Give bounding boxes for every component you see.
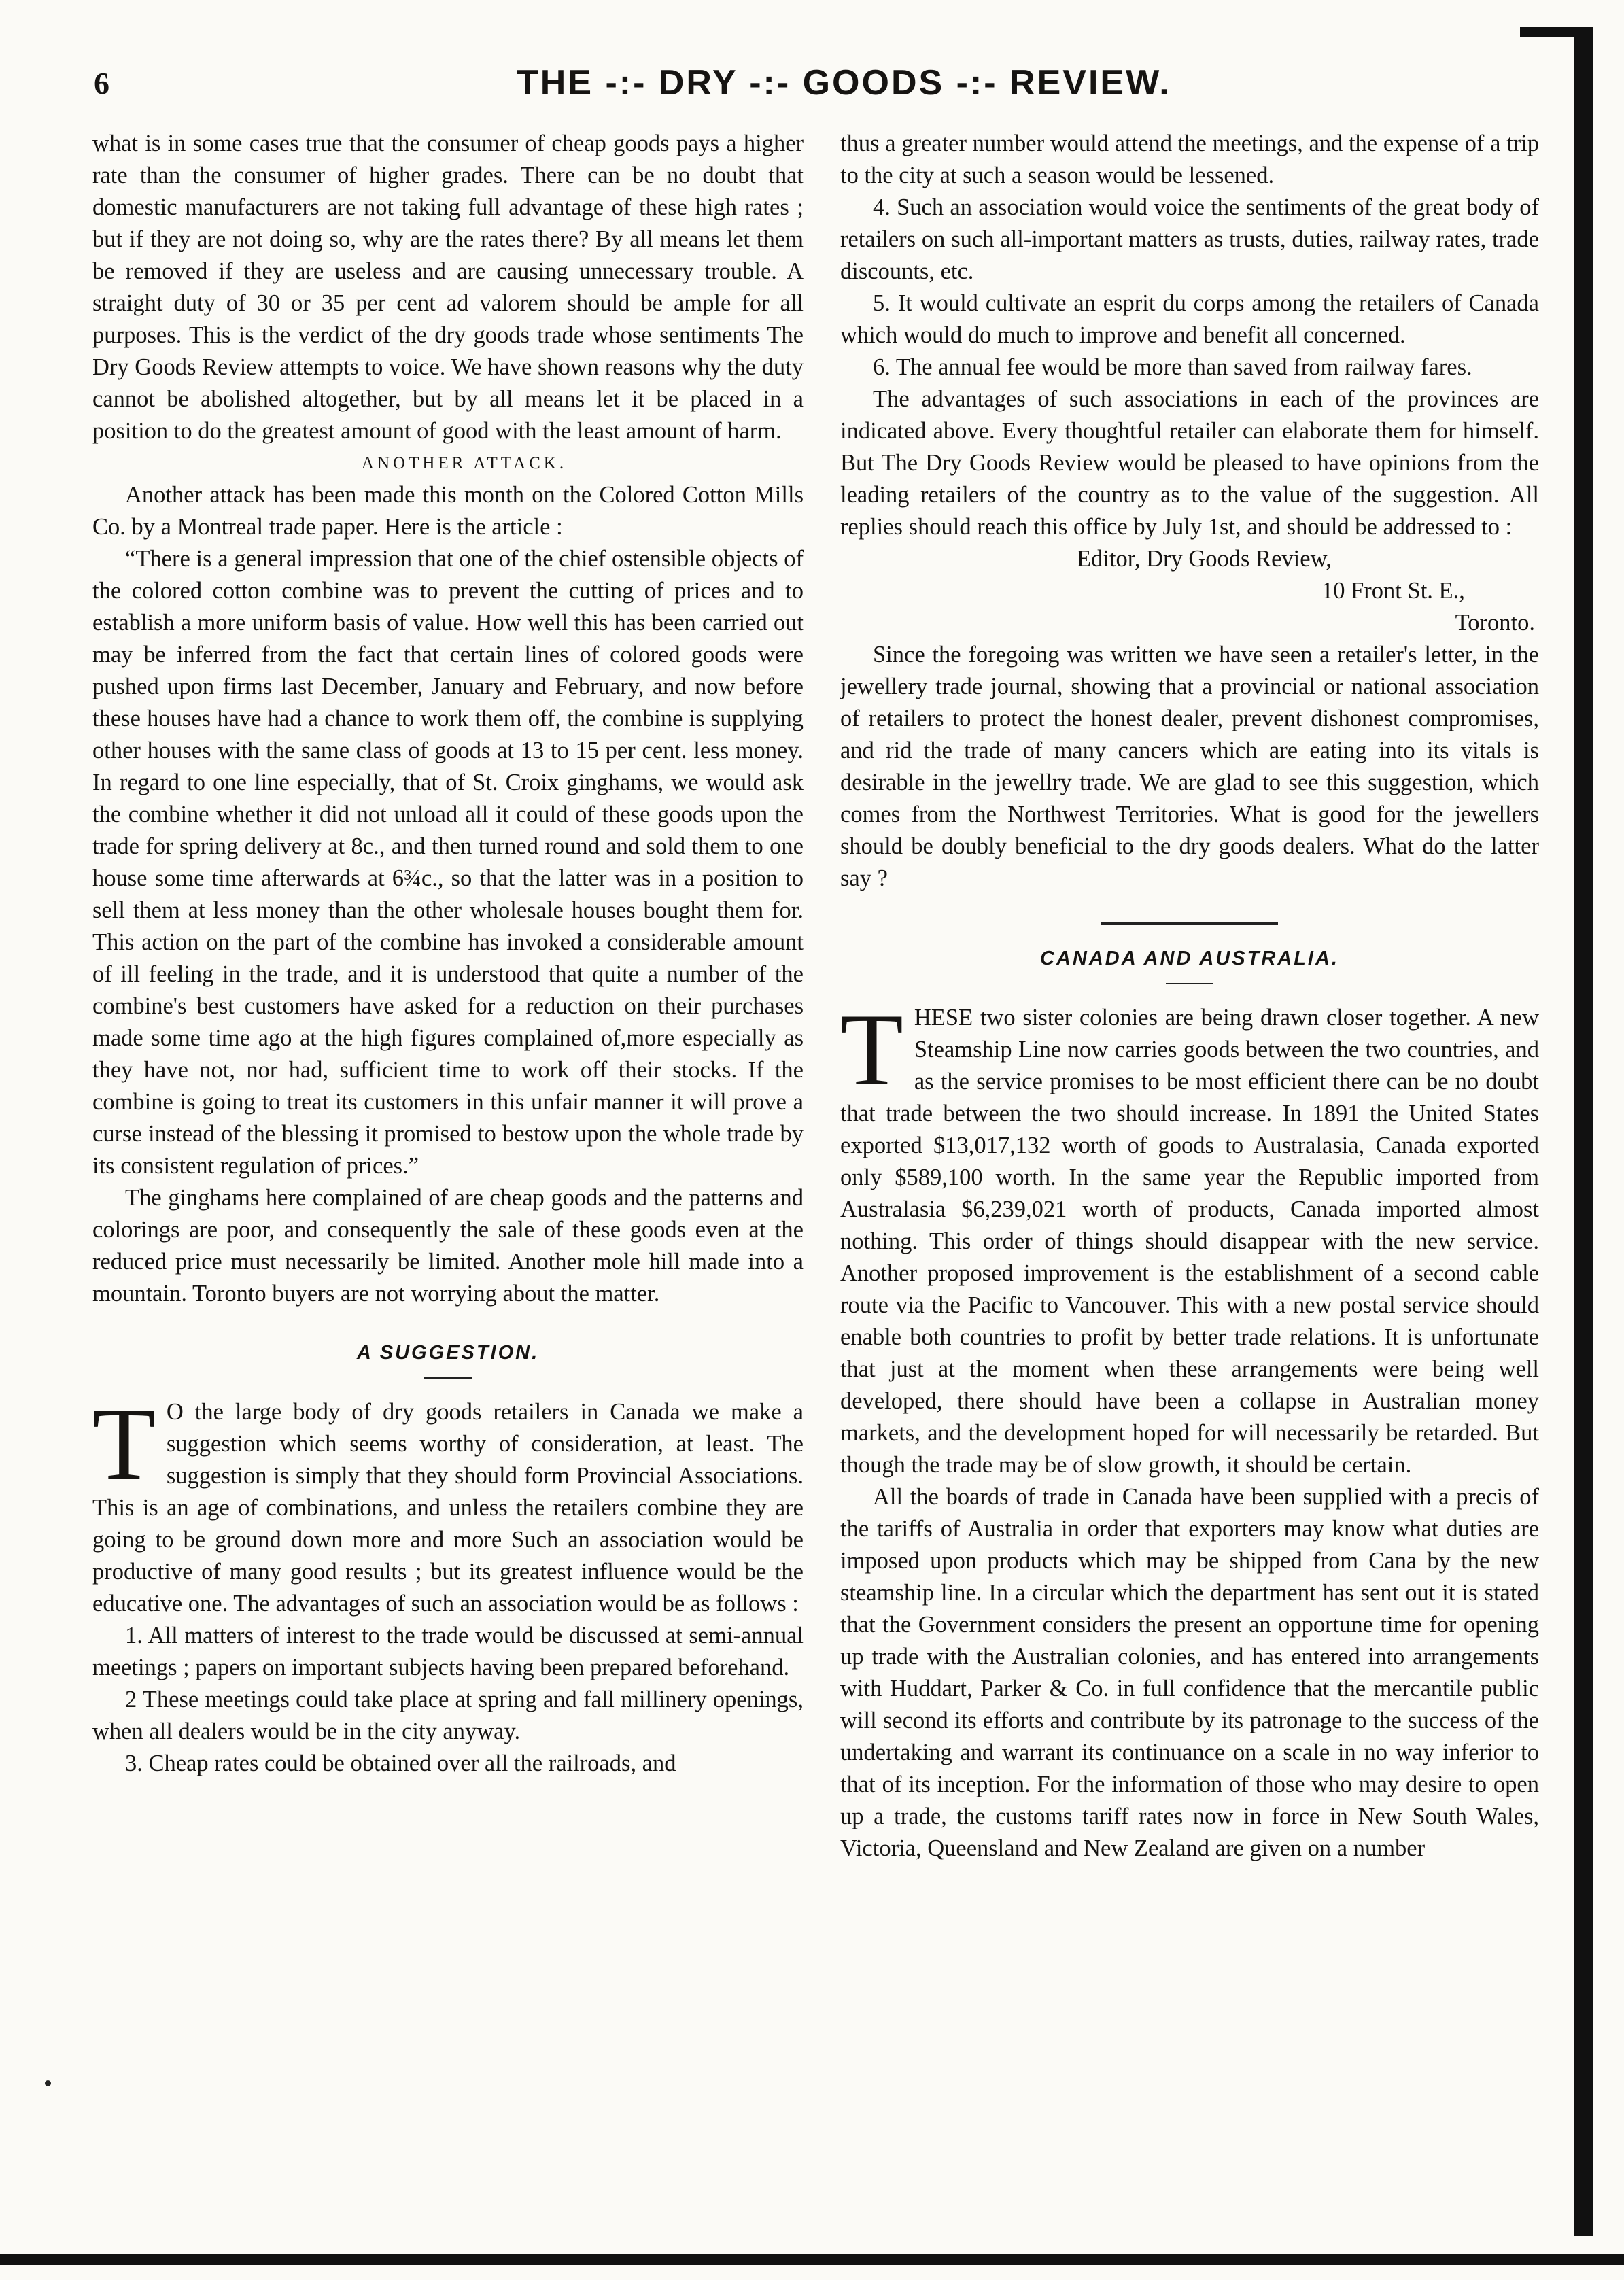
right-column	[840, 128, 1539, 1865]
list-item: 4. Such an association would voice the sentiments of the great body of retailers on such all-important matters as trusts, duties, railway rates, trade discounts, etc.	[840, 194, 1539, 284]
paragraph-text: HESE two sister colonies are being drawn closer together. A new Steamship Line now carries goods between the two countries, and as the service promises to be most efficient there can be no doubt that trade between the two should increase. In 1891 the United States exported $13,017,132 worth of goods to Australasia, Canada exported only $589,100 worth. In the same year the Republic imported from Australasia $6,239,021 worth of products, Canada imported almost nothing. This order of things should disappear with the new service. Another proposed improvement is the establishment of a second cable route via the Pacific to Vancouver. This with a new postal service should enable both countries to profit by better trade relations. It is unfortunate that just at the moment when these arrangements were being well developed, there should have been a collapse in Australian money markets, and the development hoped for will necessarily be retarded. But though the trade may be of slow growth, it should be certain.	[840, 1005, 1539, 1478]
section-heading-suggestion: A SUGGESTION.	[356, 1342, 540, 1364]
section-heading-canada-australia: CANADA AND AUSTRALIA.	[1040, 948, 1339, 969]
section-divider-rule	[1101, 922, 1278, 925]
address-line: Toronto.	[1455, 610, 1535, 636]
margin-dot	[45, 2080, 51, 2086]
address-line: Editor, Dry Goods Review,	[1077, 546, 1332, 572]
drop-cap: T	[92, 1387, 156, 1501]
left-column	[92, 128, 804, 1780]
paragraph-with-dropcap	[840, 992, 1539, 1481]
drop-cap: T	[840, 992, 903, 1107]
paragraph: what is in some cases true that the consumer of cheap goods pays a higher rate than the consumer of higher grades. There can be no doubt that domestic manufacturers are not taking full advantage of these high rates ; but if they are not doing so, why are the rates there? By all means let them be removed if they are useless and are causing unnecessary trouble. A straight duty of 30 or 35 per cent ad valorem should be ample for all purposes. This is the verdict of the dry goods trade whose sentiments The Dry Goods Review attempts to voice. We have shown reasons why the duty cannot be abolished altogether, but by all means let it be placed in a position to do the greatest amount of good with the least amount of harm.	[92, 131, 804, 444]
paragraph: All the boards of trade in Canada have been supplied with a precis of the tariffs of Australia in order that exporters may know what duties are imposed upon products which may be shipped from Cana by the new steamship line. In a circular which the department has sent out it is stated that the Government considers the present an opportune time for opening up trade with the Australian colonies, and has entered into arrangements with Huddart, Parker & Co. in full confidence that the mercantile public will second its efforts and contribute by its patronage to the success of the undertaking and warrant its continuance on a scale in no way inferior to that of its inception. For the information of those who may desire to open up a trade, the customs tariff rates now in force in New South Wales, Victoria, Queensland and New Zealand are given on a number	[840, 1484, 1539, 1861]
list-item: 1. All matters of interest to the trade would be discussed at semi-annual meetings ; papers on important subjects having been prepared beforehand.	[92, 1623, 804, 1680]
list-item: 6. The annual fee would be more than saved from railway fares.	[873, 354, 1472, 380]
paragraph: The advantages of such associations in each of the provinces are indicated above. Every thoughtful retailer can elaborate them for himself. But The Dry Goods Review would be pleased to have opinions from the leading retailers of the country as to the value of the suggestion. All replies should reach this office by July 1st, and should be addressed to :	[840, 386, 1539, 540]
list-item: 3. Cheap rates could be obtained over all the railroads, and	[125, 1750, 676, 1776]
paragraph-with-dropcap	[92, 1387, 804, 1620]
list-item: 2 These meetings could take place at spring and fall millinery openings, when all dealers would be in the city anyway.	[92, 1687, 804, 1744]
paragraph: Another attack has been made this month on the Colored Cotton Mills Co. by a Montreal trade paper. Here is the article :	[92, 482, 804, 540]
heading-rule	[424, 1377, 472, 1379]
paragraph-text: O the large body of dry goods retailers in Canada we make a suggestion which seems worthy of consideration, at least. The suggestion is simply that they should form Provincial Associations. This is an age of combinations, and unless the retailers combine they are going to be ground down more and more Such an association would be productive of many good results ; but its greatest influence would be the educative one. The advantages of such an association would be as follows :	[92, 1399, 804, 1617]
quoted-article: “There is a general impression that one of the chief ostensible objects of the colored cotton combine was to prevent the cutting of prices and to establish a more uniform basis of value. How well this has been carried out may be inferred from the fact that certain lines of colored goods were pushed upon firms last December, January and February, and now before these houses have had a chance to work them off, the combine is supplying other houses with the same class of goods at 13 to 15 per cent. less money. In regard to one line especially, that of St. Croix ginghams, we would ask the combine whether it did not unload all it could of these goods upon the trade for spring delivery at 8c., and then turned round and sold them to one house some time afterwards at 6¾c., so that the latter was in a position to sell them at less money than the other wholesale houses bought them for. This action on the part of the combine has invoked a considerable amount of ill feeling in the trade, and it is understood that quite a number of the combine's best customers have asked for a reduction on their purchases made some time ago at the high figures complained of,more especially as they have not, nor had, sufficient time to work off their stocks. If the combine is going to treat its customers in this unfair manner it will prove a curse instead of the blessing it promised to bestow upon the whole trade by its consistent regulation of prices.”	[92, 546, 804, 1179]
page-number: 6	[94, 66, 109, 101]
masthead-title: THE -:- DRY -:- GOODS -:- REVIEW.	[517, 63, 1171, 103]
paragraph: Since the foregoing was written we have seen a retailer's letter, in the jewellery trade journal, showing that a provincial or national association of retailers to protect the honest dealer, prevent dishonest compromises, and rid the trade of many cancers which are eating into its vitals is desirable in the jewellry trade. We are glad to see this suggestion, which comes from the Northwest Territories. What is good for the jewellers should be doubly beneficial to the dry goods dealers. What do the latter say ?	[840, 642, 1539, 891]
right-border-rule	[1574, 27, 1593, 2236]
address-line: 10 Front St. E.,	[1321, 578, 1465, 604]
heading-rule	[1166, 983, 1213, 984]
paragraph: The ginghams here complained of are cheap goods and the patterns and colorings are poor, and consequently the sale of these goods even at the reduced price must necessarily be limited. Another mole hill made into a mountain. Toronto buyers are not worrying about the matter.	[92, 1185, 804, 1307]
list-item: 5. It would cultivate an esprit du corps among the retailers of Canada which would do much to improve and benefit all concerned.	[840, 290, 1539, 348]
bottom-border-rule	[0, 2254, 1624, 2265]
subheading-another-attack: ANOTHER ATTACK.	[361, 454, 568, 472]
paragraph: thus a greater number would attend the meetings, and the expense of a trip to the city at such a season would be lessened.	[840, 131, 1539, 188]
